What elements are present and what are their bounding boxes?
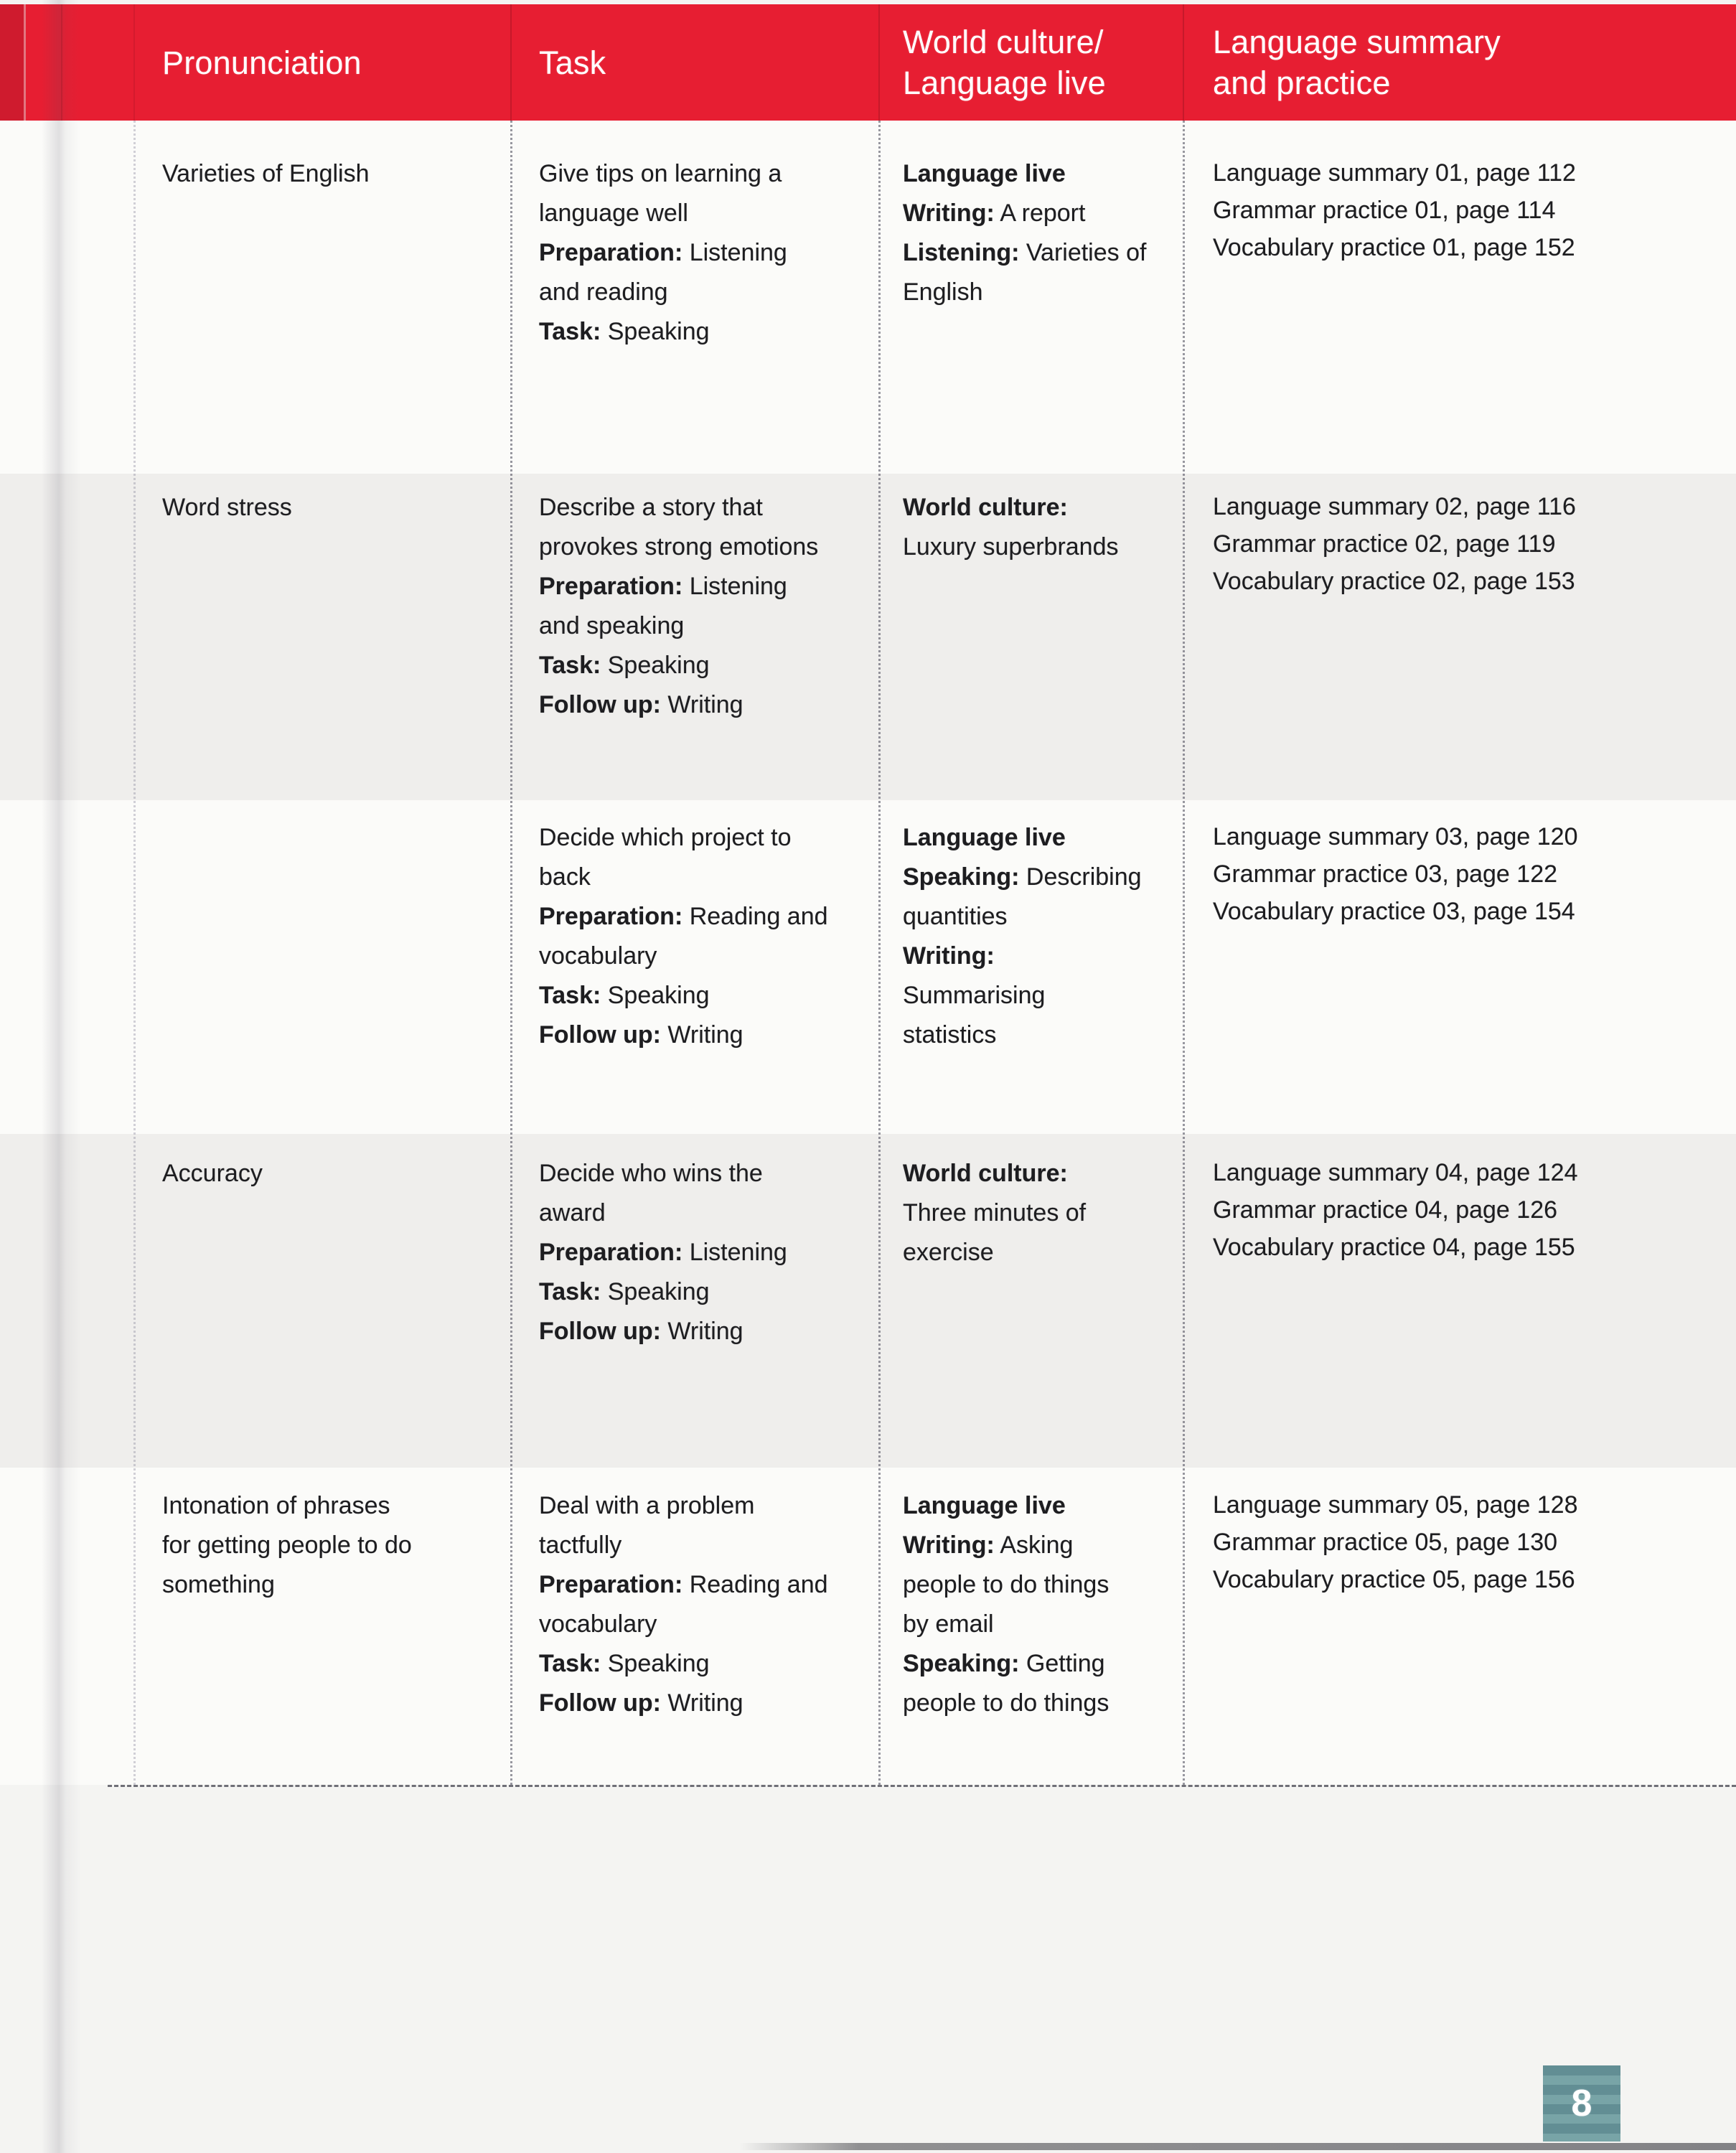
- column-header-world-culture-language-live: World culture/ Language live: [903, 24, 1106, 101]
- cell-row1-world-culture: Language live Writing: A report Listening: Varieties of English: [903, 160, 1147, 306]
- cell-row2-pronunciation: Word stress: [162, 494, 292, 521]
- column-header-pronunciation: Pronunciation: [162, 44, 362, 81]
- cell-row2-task: Describe a story that provokes strong emotions Preparation: Listening and speaking Task: Speaking Follow up: Writing: [539, 494, 819, 718]
- page-number-badge: [1543, 2065, 1620, 2142]
- spine-red-strip: [0, 4, 26, 121]
- column-divider: [510, 121, 512, 1785]
- header-scan-line: [133, 4, 135, 121]
- cell-row1-summary: Language summary 01, page 112 Grammar practice 01, page 114 Vocabulary practice 01, page 152: [1213, 159, 1576, 261]
- cell-row5-pronunciation: Intonation of phrases for getting people to do something: [162, 1492, 412, 1598]
- cell-row4-pronunciation: Accuracy: [162, 1160, 263, 1187]
- page-number: 8: [1571, 2083, 1592, 2124]
- bottom-gray-rule: [739, 2143, 1736, 2150]
- cell-row5-summary: Language summary 05, page 128 Grammar practice 05, page 130 Vocabulary practice 05, page 156: [1213, 1491, 1578, 1593]
- cell-row1-task: Give tips on learning a language well Preparation: Listening and reading Task: Speaking: [539, 160, 787, 345]
- column-divider: [1183, 121, 1185, 1785]
- cell-row3-task: Decide which project to back Preparation: Reading and vocabulary Task: Speaking Follow up: Writing: [539, 824, 828, 1049]
- cell-row2-summary: Language summary 02, page 116 Grammar practice 02, page 119 Vocabulary practice 02, page 153: [1213, 493, 1576, 595]
- column-header-task: Task: [539, 44, 606, 81]
- page-gutter-shadow: [42, 0, 80, 2153]
- cell-row4-task: Decide who wins the award Preparation: Listening Task: Speaking Follow up: Writing: [539, 1160, 787, 1345]
- header-column-divider: [510, 4, 512, 121]
- cell-row4-summary: Language summary 04, page 124 Grammar practice 04, page 126 Vocabulary practice 04, page 155: [1213, 1159, 1578, 1261]
- cell-row1-pronunciation: Varieties of English: [162, 160, 370, 187]
- column-divider: [878, 121, 881, 1785]
- table-bottom-border: [108, 1785, 1736, 1787]
- header-column-divider: [1183, 4, 1184, 121]
- table-left-border: [133, 121, 136, 1785]
- cell-row3-summary: Language summary 03, page 120 Grammar practice 03, page 122 Vocabulary practice 03, page 154: [1213, 823, 1578, 925]
- cell-row3-world-culture: Language live Speaking: Describing quantities Writing: Summarising statistics: [903, 824, 1142, 1049]
- cell-row5-world-culture: Language live Writing: Asking people to do things by email Speaking: Getting people to do things: [903, 1492, 1109, 1717]
- header-column-divider: [878, 4, 880, 121]
- cell-row4-world-culture: World culture: Three minutes of exercise: [903, 1160, 1087, 1266]
- cell-row2-world-culture: World culture: Luxury superbrands: [903, 494, 1119, 560]
- cell-row5-task: Deal with a problem tactfully Preparation: Reading and vocabulary Task: Speaking Follow up: Writing: [539, 1492, 828, 1717]
- column-header-language-summary-and-practice: Language summary and practice: [1213, 24, 1501, 101]
